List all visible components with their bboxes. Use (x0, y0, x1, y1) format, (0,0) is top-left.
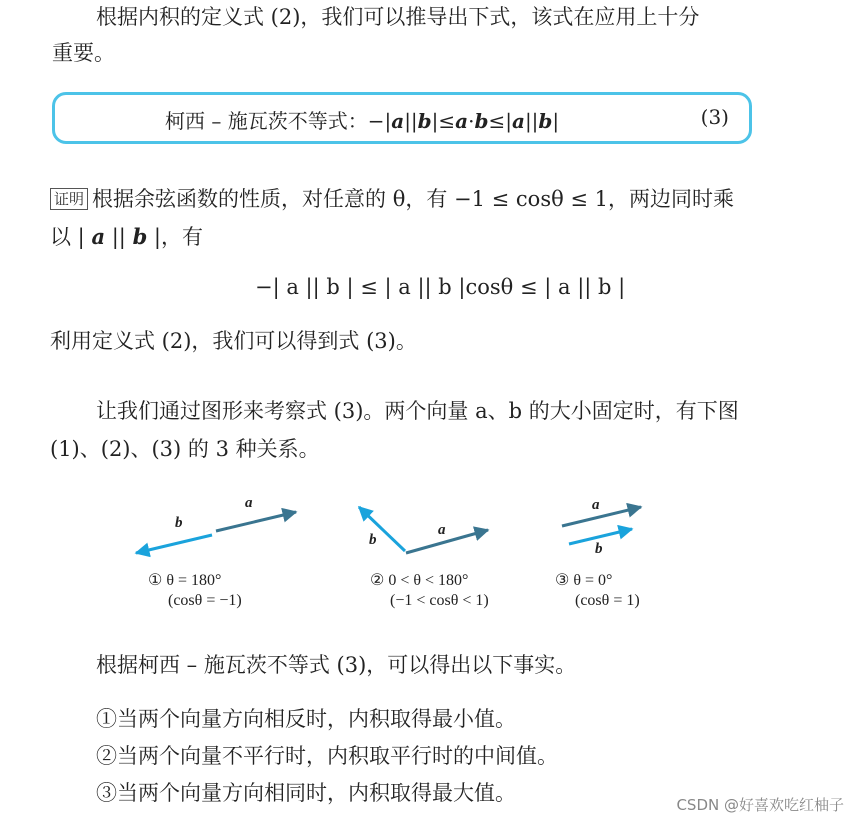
figure-3 (562, 507, 641, 544)
label-b-fig1: b (175, 515, 183, 531)
proof-line-1: 证明 根据余弦函数的性质，对任意的 θ，有 −1 ≤ cosθ ≤ 1，两边同时乘 (50, 184, 734, 214)
intro-line-1: 根据内积的定义式 (2)，我们可以推导出下式，该式在应用上十分 (96, 5, 700, 29)
caption-fig1-line1: ① θ = 180° (148, 572, 222, 589)
caption-fig3-line1: ③ θ = 0° (555, 572, 613, 589)
label-b-fig2: b (369, 532, 377, 548)
vector-b-fig2 (359, 507, 405, 551)
cauchy-schwarz-formula: 柯西 – 施瓦茨不等式：−|a||b|≤a·b≤|a||b| (165, 109, 560, 133)
vector-a-fig2 (406, 530, 488, 553)
label-b-fig3: b (595, 541, 603, 557)
fact-item-3: ③当两个向量方向相同时，内积取得最大值。 (96, 781, 516, 805)
caption-fig3-line2: (cosθ = 1) (575, 592, 640, 609)
proof-line-2: 以 | a || b |，有 (50, 224, 204, 249)
para2-line-2: (1)、(2)、(3) 的 3 种关系。 (50, 437, 320, 461)
vector-a-fig3 (562, 507, 641, 526)
label-a-fig3: a (592, 497, 600, 513)
fact-item-2: ②当两个向量不平行时，内积取平行时的中间值。 (96, 744, 558, 768)
proof-display-inequality: −| a || b | ≤ | a || b |cosθ ≤ | a || b | (255, 275, 626, 299)
proof-conclusion: 利用定义式 (2)，我们可以得到式 (3)。 (50, 329, 417, 353)
caption-fig2-line2: (−1 < cosθ < 1) (390, 592, 489, 609)
intro-line-2: 重要。 (52, 41, 115, 65)
label-a-fig2: a (438, 522, 446, 538)
facts-intro: 根据柯西 – 施瓦茨不等式 (3)，可以得出以下事实。 (96, 653, 577, 677)
caption-fig2-line1: ② 0 < θ < 180° (370, 572, 469, 589)
vector-b-fig1 (136, 535, 212, 553)
vector-a-fig1 (216, 512, 296, 531)
label-a-fig1: a (245, 495, 253, 511)
para2-line-1: 让我们通过图形来考察式 (3)。两个向量 a、b 的大小固定时，有下图 (96, 399, 739, 423)
csdn-watermark: CSDN @好喜欢吃红柚子 (676, 796, 844, 814)
fact-item-1: ①当两个向量方向相反时，内积取得最小值。 (96, 707, 516, 731)
figure-1 (136, 512, 296, 553)
figure-2 (359, 507, 488, 553)
equation-number: (3) (700, 105, 729, 129)
caption-fig1-line2: (cosθ = −1) (168, 592, 242, 609)
proof-tag: 证明 (50, 188, 88, 210)
